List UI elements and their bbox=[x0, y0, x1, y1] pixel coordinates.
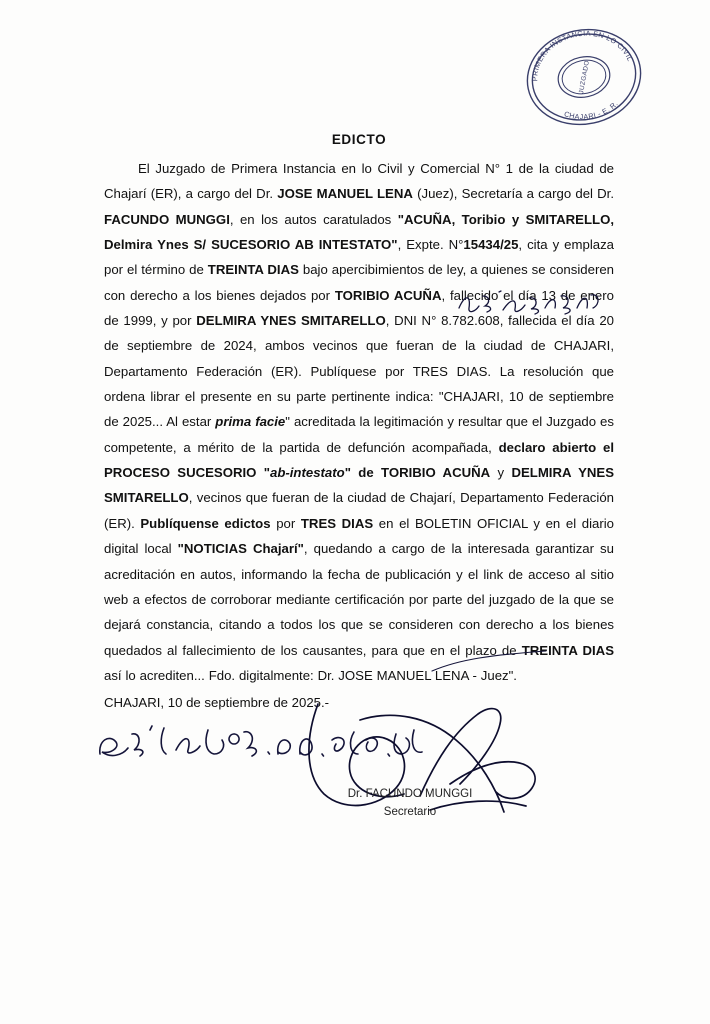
paragraph-run: por bbox=[270, 515, 301, 531]
paragraph-run: FACUNDO MUNGGI bbox=[104, 211, 230, 227]
closing-line: CHAJARI, 10 de septiembre de 2025.- bbox=[104, 695, 330, 711]
paragraph-run: TORIBIO ACUÑA bbox=[381, 465, 491, 481]
svg-text:PRIMERA INSTANCIA EN LO CIVIL: PRIMERA INSTANCIA EN LO CIVIL bbox=[530, 28, 635, 82]
paragraph-run: El Juzgado de Primera Instancia en lo Civil y Comercial N° 1 de la ciudad de Chajarí (ER), a cargo del Dr. bbox=[104, 161, 614, 202]
paragraph-run: DELMIRA YNES SMITARELLO bbox=[196, 313, 386, 329]
page-title: EDICTO bbox=[331, 132, 387, 147]
paragraph-run: , en los autos caratulados bbox=[229, 211, 398, 227]
paragraph-run: declaro abierto el PROCESO SUCESORIO " bbox=[104, 439, 615, 481]
svg-text:CHAJARI - E. R.: CHAJARI - E. R. bbox=[562, 99, 620, 122]
paragraph-run: DELMIRA YNES SMITARELLO bbox=[104, 465, 615, 506]
official-seal-stamp bbox=[521, 22, 647, 132]
paragraph-run: TREINTA DIAS bbox=[207, 262, 299, 278]
edicto-body bbox=[104, 132, 614, 716]
paragraph-run: Publíquense edictos bbox=[140, 515, 271, 531]
edicto-paragraph bbox=[104, 156, 614, 688]
paragraph-run: " acreditada la legitimación y resultar que el Juzgado es competente, a mérito de la partida de defunción acompañada, bbox=[104, 414, 614, 455]
paragraph-run: , vecinos que fueran de la ciudad de Chajarí, Departamento Federación (ER). bbox=[104, 490, 614, 531]
signature-block bbox=[300, 786, 520, 822]
paragraph-run: 15434/25 bbox=[463, 237, 519, 253]
paragraph-run: los que se consideren con derecho a los bienes quedados al fallecimiento de los causantes, para que en el plazo de bbox=[104, 617, 615, 658]
paragraph-run: TREINTA DIAS bbox=[521, 642, 614, 658]
paragraph-run: "NOTICIAS Chajarí" bbox=[177, 541, 304, 557]
paragraph-run: , DNI N° 8.782.608, fallecida el día 20 de septiembre de 2024, ambos vecinos que fueran de la ciudad de CHAJARI, Departamento Federación (ER). Publíquese por TRES DIAS. La resolución que ordena librar el presente en su parte pertinente indica: "CHAJARI, 10 de septiembre de 2025... Al estar bbox=[104, 313, 615, 430]
paragraph-run: (Juez), Secretaría a cargo del Dr. bbox=[412, 186, 615, 202]
paragraph-run: , Expte. N° bbox=[397, 237, 464, 253]
svg-text:JUZGADO: JUZGADO bbox=[578, 59, 591, 95]
handwritten-note bbox=[96, 720, 426, 780]
paragraph-run: así lo acrediten... Fdo. digitalmente: Dr. JOSE MANUEL LENA - Juez". bbox=[104, 667, 517, 683]
paragraph-run: , quedando a cargo de la interesada garantizar su acreditación en autos, informando la fecha de publicación y el link de acceso al sitio web a efectos de corroborar mediante certificación por parte del juzgado de la que se dejará constancia, citando a todos bbox=[104, 541, 614, 633]
paragraph-run: y bbox=[490, 465, 512, 481]
signer-role: Secretario bbox=[383, 805, 437, 818]
paragraph-run: "ACUÑA, Toribio y SMITARELLO, Delmira Ynes S/ SUCESORIO AB INTESTATO" bbox=[104, 211, 614, 253]
paragraph-run: prima facie bbox=[215, 414, 286, 430]
paragraph-run: TORIBIO ACUÑA bbox=[334, 287, 442, 303]
paragraph-run: ab-intestato bbox=[269, 465, 345, 481]
paragraph-run: " de bbox=[344, 465, 382, 481]
paragraph-run: TRES DIAS bbox=[300, 515, 374, 531]
paragraph-run: , cita y emplaza por el término de bbox=[104, 237, 615, 278]
paragraph-run: en el BOLETIN OFICIAL y en el diario digital local bbox=[104, 515, 615, 557]
paragraph-run: bajo apercibimientos de ley, a quienes se consideren con derecho a los bienes dejados por bbox=[104, 262, 615, 303]
signer-name: Dr. FACUNDO MUNGGI bbox=[347, 788, 473, 800]
paragraph-run: , fallecido el día 13 de enero de 1999, y por bbox=[104, 287, 614, 329]
paragraph-run: JOSE MANUEL LENA bbox=[277, 186, 413, 202]
